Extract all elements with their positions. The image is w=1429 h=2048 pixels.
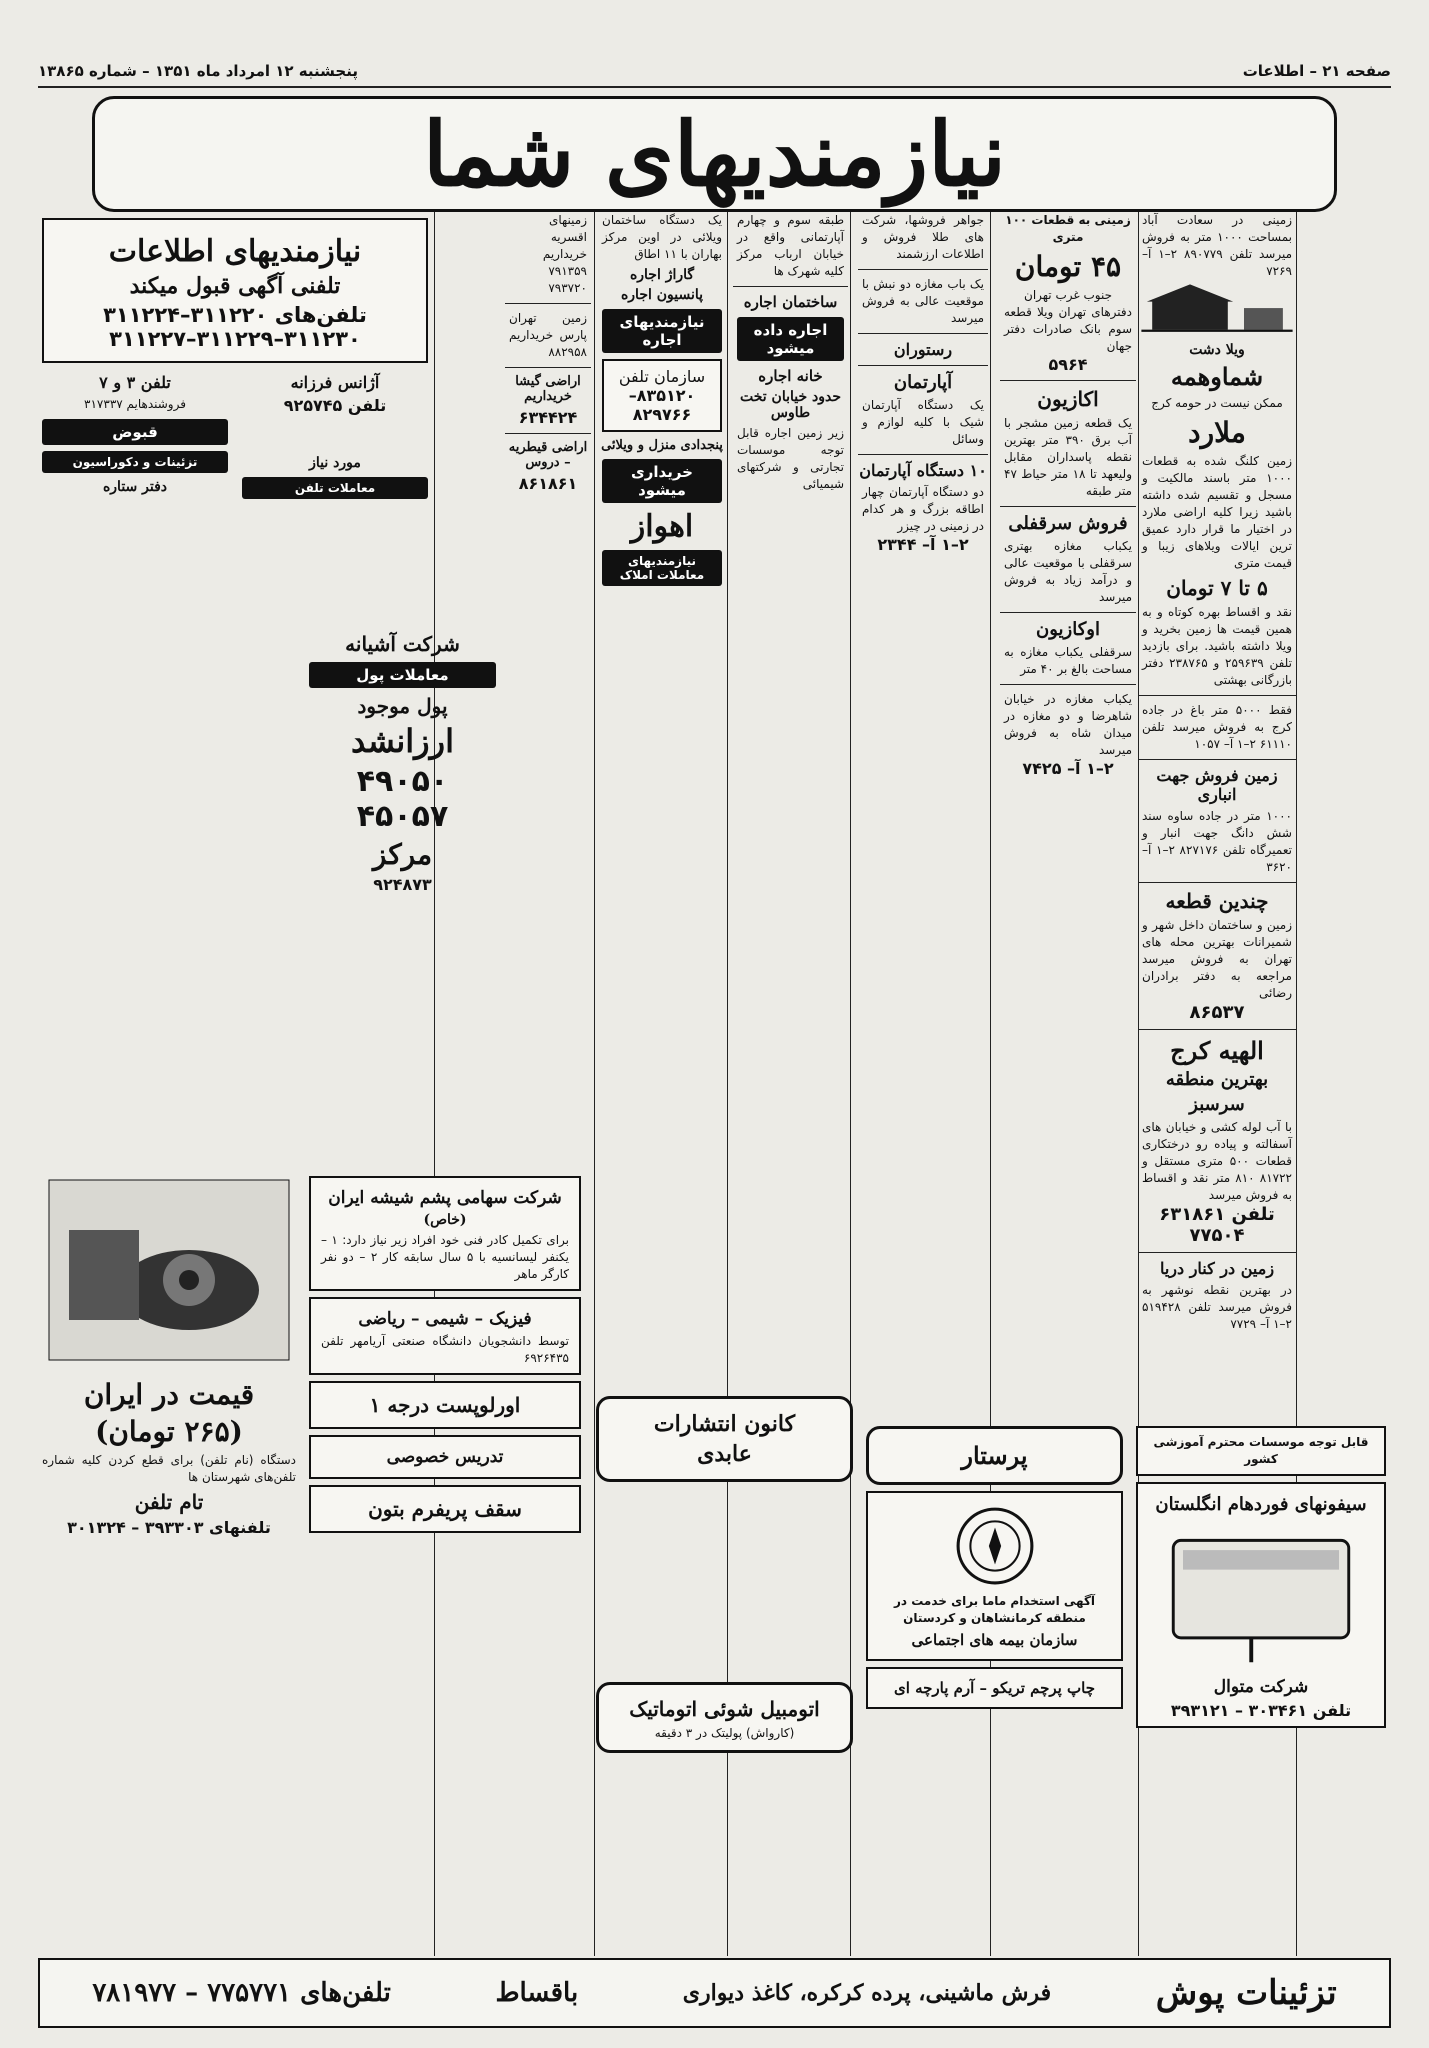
ad-city: ملارد (1188, 416, 1246, 449)
ad-headline: ارزانشد (351, 722, 454, 760)
ad-headline: چاپ پرچم تریکو – آرم پارچه ای (893, 1679, 1096, 1697)
divider (1138, 759, 1296, 760)
ad-headline: اوکازیون (1036, 619, 1100, 640)
ad-subtitle: عابدی (697, 1441, 752, 1467)
ad-headline: سیفونهای فوردهام انگلستان (1155, 1494, 1367, 1515)
ad-headline: زمین فروش جهت انباری (1156, 766, 1278, 804)
ad-phone: ۷۷۵۰۴ (1189, 1225, 1245, 1246)
ad-subtitle: فروشندهایم ۳۱۷۳۳۷ (84, 397, 186, 411)
ad-text: یک باب مغازه دو نبش با موقعیت عالی به فروش میرسد (862, 277, 984, 325)
ad-phone: ۳۱۱۲۳۰–۳۱۱۲۲۹–۳۱۱۲۲۷ (109, 327, 361, 351)
ad-headline: اهواز (630, 509, 694, 544)
divider (733, 286, 848, 287)
ad-headline: فیزیک – شیمی – ریاضی (358, 1309, 532, 1329)
section-label: معاملات پول (309, 662, 496, 688)
column-5 (598, 212, 726, 1408)
box-title: سازمان تلفن (618, 367, 706, 386)
divider (1000, 684, 1136, 685)
ad-headline: پول موجود (357, 694, 448, 718)
page-header (38, 56, 1391, 88)
ad-text: یک دستگاه آپارتمان شیک با کلیه لوازم و وسائل (862, 398, 984, 446)
ad-phone: تلفن ۳۰۳۴۶۱ – ۳۹۳۱۲۱ (1170, 1701, 1352, 1720)
ad-headline: اکازیون (1037, 387, 1099, 411)
lower-right (1132, 1420, 1390, 1956)
divider (505, 433, 591, 434)
divider (1138, 695, 1296, 696)
ad-body: سرقفلی یکباب مغازه به مساحت بالغ بر ۴۰ متر (1004, 645, 1132, 676)
section-label: اجاره داده میشود (737, 317, 844, 361)
ad-headline: آگهی استخدام ماما برای خدمت در منطقه کرمانشاهان و کردستان (893, 1594, 1096, 1625)
ad-headline: قابل توجه موسسات محترم آموزشی کشور (1153, 1435, 1369, 1466)
ad-phone: ۵۹۶۴ (1048, 355, 1088, 374)
column-8 (38, 212, 432, 1228)
divider (1138, 882, 1296, 883)
ad-text: طبقه سوم و چهارم آپارتمانی واقع در خیابان ارباب مرکز کلیه شهرک ها (737, 213, 844, 278)
ad-subtitle: جنوب غرب تهران (1024, 288, 1112, 302)
page-label: صفحه ۲۱ – اطلاعات (1242, 62, 1391, 80)
ad-headline: شرکت آشیانه (345, 632, 460, 656)
divider (858, 454, 988, 455)
masthead: نیازمندیهای شما (92, 96, 1337, 212)
lower-right-middle (862, 1420, 1127, 1956)
ad-subtitle: (خاص) (423, 1212, 467, 1228)
toilet-tank-icon (1144, 1519, 1378, 1669)
bottom-banner-ad (38, 1958, 1391, 2028)
ad-headline: شرکت سهامی پشم شیشه ایران (328, 1188, 562, 1208)
ad-body: در بهترین نقطه نوشهر به فروش میرسد تلفن ۵۱۹۴۲۸ ۲–۱ آ– ۷۷۲۹ (1142, 1283, 1292, 1331)
ad-headline: دفتر ستاره (102, 479, 168, 495)
car-wash-ad (596, 1682, 853, 1753)
divider (1000, 612, 1136, 613)
ad-signature: سازمان بیمه های اجتماعی (911, 1631, 1078, 1649)
ad-text: یک دستگاه ساختمان ویلائی در اوین مرکز بهاران با ۱۱ اطاق (602, 213, 722, 261)
column-6 (505, 212, 591, 1028)
section-label: نیازمندیهای اجاره (602, 309, 722, 353)
ad-headline: الهیه کرج (1170, 1036, 1264, 1065)
ad-subtitle: شرکت متوال (1213, 1677, 1309, 1697)
col8-left (38, 369, 232, 505)
ad-phone: ۴۵۰۵۷ (356, 799, 449, 834)
ad-phone: ۲–۱ آ– ۷۴۲۵ (1022, 759, 1114, 778)
ad-phone: ۶۳۴۴۲۴ (518, 408, 578, 427)
education-notice (1136, 1426, 1386, 1476)
ad-headline: فروش سرقفلی (1008, 513, 1128, 534)
ad-text: زیر زمین اجاره قابل توجه موسسات تجارتی و شرکتهای شیمیائی (737, 426, 844, 491)
ad-phone: ۹۲۴۸۷۳ (373, 875, 432, 894)
ad-text: زمینهای اقسریه خریداریم ۷۹۱۳۵۹ ۷۹۳۷۲۰ (542, 213, 587, 295)
divider (858, 333, 988, 334)
villa-icon (1138, 280, 1296, 334)
section-label: خریداری میشود (602, 459, 722, 503)
ad-headline: اراضی گیشا خریداریم (515, 374, 581, 404)
ad-subtitle: سرسبز (1189, 1094, 1245, 1115)
ad-headline: اراضی قیطریه – دروس (508, 440, 588, 470)
ad-body: یک قطعه زمین مشجر با آب برق ۳۹۰ متر بهترین نقطه پاسداران مقابل ولیعهد تا ۱۸ متر حیاط ۴۷ متر طبقه (1004, 416, 1133, 498)
ad-phone: ۸۶۱۸۶۱ (518, 474, 578, 493)
ad-body: زمین کلنگ شده به قطعات ۱۰۰۰ متر باسند مالکیت و مسجل و تقسیم شده داشته باشید زیرا کلیه اراضی ملارد در اختیار ما قرار دارد عمیق ترین ایالات ویلاهای زیبا و قیمت متری (1142, 454, 1292, 570)
column-2 (1000, 212, 1136, 1408)
ad-phone: تلفن‌های ۷۷۵۷۷۱ – ۷۸۱۹۷۷ (92, 1978, 391, 2008)
ad-body: زمین و ساختمان داخل شهر و شمیرانات بهترین محله های تهران به فروش میرسد مراجعه به دفتر برادران رضائی (1142, 918, 1292, 1000)
divider (858, 365, 988, 366)
section-label: نیازمندیهای معاملات املاک (602, 550, 722, 586)
ad-headline: گاراژ اجاره (629, 267, 695, 283)
classifieds-phone-box (42, 218, 428, 363)
divider (1000, 380, 1136, 381)
ad-phone: تلفن ۹۲۵۷۴۵ (283, 396, 387, 415)
installment-label: باقساط (495, 1978, 579, 2008)
ad-headline: آژانس فرزانه (290, 373, 380, 392)
nurse-ad-2 (866, 1426, 1123, 1485)
physics-tutoring-ad (309, 1297, 581, 1375)
ad-text: جواهر فروشها، شرکت های طلا فروش و اطلاعات ارزشمند (862, 213, 984, 261)
ad-headline: ساختمان اجاره (743, 293, 838, 311)
ad-phone: ۸۶۵۳۷ (1189, 1002, 1245, 1023)
ad-headline: پانسیون اجاره (620, 287, 704, 303)
ad-price: ۴۵ تومان (1014, 250, 1122, 283)
divider (1138, 1252, 1296, 1253)
ad-text: زمینی در سعادت آباد بمساحت ۱۰۰۰ متر به فروش میرسد تلفن ۸۹۰۷۷۹ ۲–۱ آ– ۷۲۶۹ (1142, 213, 1292, 278)
ad-headline: کانون انتشارات (653, 1411, 796, 1437)
divider (505, 367, 591, 368)
ad-body: دستگاه (نام تلفن) برای قطع کردن کلیه شماره تلفن‌های شهرستان ها (42, 1453, 296, 1484)
ad-headline: اتومبیل شوئی اتوماتیک (629, 1697, 820, 1721)
ad-headline: ۱۰ دستگاه آپارتمان (859, 461, 987, 480)
brand-name: تزئینات پوش (1155, 1973, 1337, 2013)
ad-phone: تلفنهای ۳۹۳۳۰۳ – ۳۰۱۳۲۴ (67, 1518, 271, 1537)
section-label: قبوض (42, 419, 228, 445)
ad-phone: ۸۳۵۱۲۰–۸۲۹۷۶۶ (628, 386, 696, 424)
box-subtitle: تلفنی آگهی قبول میکند (129, 273, 341, 299)
ad-phone: ۴۹۰۵۰ (356, 764, 449, 799)
ad-text: فقط ۵۰۰۰ متر باغ در جاده کرج به فروش میرسد تلفن ۶۱۱۱۰ ۲–۱ آ– ۱۰۵۷ (1142, 703, 1292, 751)
ad-body: با آب لوله کشی و خیابان های آسفالته و پیاده رو درختکاری قطعات ۵۰۰ متری مستقل و ۸۱۷۲۲ ۸۱۰ متر نقد و اقساط به فروش میرسد (1142, 1120, 1292, 1202)
lower-middle-right (592, 1390, 857, 1956)
telephone-icon (38, 1170, 300, 1370)
ad-body: یکباب مغازه در خیابان شاهرضا و دو مغازه در میدان شاه به فروش میرسد (1004, 692, 1132, 757)
ad-headline: رستوران (893, 340, 953, 359)
ad-subtitle: (کارواش) پولیتک در ۳ دقیقه (654, 1726, 795, 1740)
ad-phone: تلفن ۶۳۱۸۶۱ (1159, 1204, 1275, 1225)
brand-name: ویلا دشت (1189, 342, 1245, 358)
ad-body: ۱۰۰۰ متر در جاده ساوه سند شش دانگ جهت انبار و تعمیرگاه تلفن ۸۲۷۱۷۶ ۲–۱ آ– ۳۶۲۰ (1142, 809, 1292, 874)
services: فرش ماشینی، پرده کرکره، کاغذ دیواری (682, 1980, 1052, 2006)
ad-text: دو دستگاه آپارتمان چهار اطاقه بزرگ و هر کدام در زمینی در چیزر (862, 485, 984, 533)
col8-split (38, 369, 432, 505)
column-4 (733, 212, 848, 1408)
ad-subtitle: ممکن نیست در حومه کرج (1151, 396, 1283, 410)
glass-wool-ad (309, 1176, 581, 1291)
ad-headline: مرکز (372, 838, 433, 871)
ad-subtitle: بهترین منطقه (1165, 1069, 1269, 1090)
box-title: نیازمندیهای اطلاعات (108, 234, 362, 269)
column-1 (1138, 212, 1296, 1408)
ad-phone: تلفن‌های ۳۱۱۲۲۰–۳۱۱۲۲۴ (103, 303, 367, 327)
ad-headline: مورد نیاز (309, 455, 361, 471)
phone-device-ad (38, 1170, 300, 1956)
ad-headline: تام تلفن (134, 1490, 204, 1514)
employment-ad (866, 1491, 1123, 1661)
section-label: تزئینات و دکوراسیون (42, 451, 228, 473)
ad-headline: تدریس خصوصی (386, 1447, 504, 1467)
ad-headline: حدود خیابان تخت طاوس (739, 389, 841, 421)
ad-body: توسط دانشجویان دانشگاه صنعتی آریامهر تلفن ۶۹۲۶۴۳۵ (321, 1334, 569, 1365)
divider (1138, 1029, 1296, 1030)
emblem-icon (954, 1505, 1036, 1587)
ad-body: برای تکمیل کادر فنی خود افراد زیر نیاز دارد: ۱ – یکنفر لیسانسیه با ۵ سال سابقه کار ۲ – دو نفر کارگر ماهر (321, 1233, 570, 1281)
ad-phone: ۲–۱ آ– ۲۳۴۴ (877, 535, 969, 554)
divider (858, 269, 988, 270)
issue-date: پنجشنبه ۱۲ امرداد ماه ۱۳۵۱ – شماره ۱۳۸۶۵ (38, 62, 358, 80)
ad-price: ۵ تا ۷ تومان (1166, 576, 1268, 600)
ad-text: زمین تهران پارس خریداریم ۸۸۲۹۵۸ (509, 311, 587, 359)
nurse-ad (309, 1381, 581, 1429)
siphon-ad (1136, 1482, 1386, 1728)
ad-headline: شماوهمه (1170, 362, 1264, 391)
ad-headline: زمینی به قطعات ۱۰۰ متری (1005, 213, 1131, 244)
ad-headline: پنجدادی منزل و ویلائی (601, 438, 723, 453)
ad-headline: خانه اجاره (758, 367, 823, 385)
column-3 (858, 212, 988, 1408)
printing-ad (866, 1667, 1123, 1709)
ad-headline: سقف پریفرم بتون (368, 1497, 522, 1521)
ad-headline: اورلوپست درجه ۱ (369, 1393, 521, 1417)
private-tutoring-ad (309, 1435, 581, 1479)
divider (1000, 506, 1136, 507)
concrete-ceiling-ad (309, 1485, 581, 1533)
ad-headline: قیمت در ایران (83, 1378, 255, 1411)
publisher-ad (596, 1396, 853, 1482)
col8-right (238, 369, 432, 505)
ad-headline: پرستار (961, 1441, 1028, 1470)
ad-body: دفترهای تهران ویلا قطعه سوم بانک صادرات دفتر جهان (1004, 305, 1132, 353)
section-label: معاملات تلفن (242, 477, 428, 499)
phone-box (602, 359, 722, 432)
ad-headline: تلفن ۳ و ۷ (99, 373, 171, 392)
ad-price: (۲۶۵ تومان) (95, 1415, 243, 1448)
ad-body: نقد و اقساط بهره کوتاه و به همین قیمت ها زمین بخرید و ویلا داشته باشید. برای بازدید تلفن ۲۵۹۶۳۹ و ۲۳۸۷۶۵ دفتر بازرگانی بهشتی (1142, 605, 1292, 687)
ad-headline: چندین قطعه (1165, 889, 1269, 913)
lower-middle-left (305, 1170, 585, 1956)
ad-headline: زمین در کنار دریا (1159, 1259, 1275, 1278)
divider (505, 303, 591, 304)
ad-body: یکباب مغازه بهتری سرقفلی با موقعیت عالی و درآمد زیاد به فروش میرسد (1004, 539, 1132, 604)
ad-headline: آپارتمان (893, 372, 953, 393)
